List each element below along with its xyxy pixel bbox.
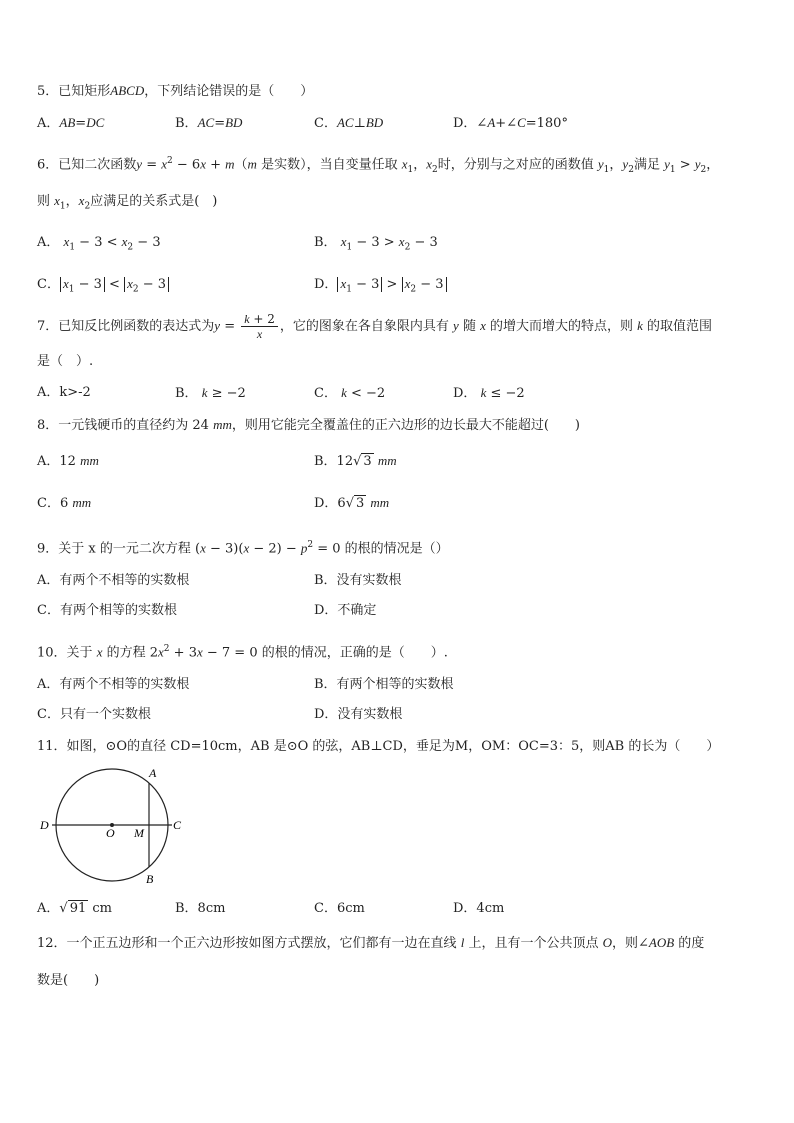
q11-stem: 11．如图，⊙O的直径 CD=10cm，AB 是⊙O 的弦，AB⊥CD，垂足为M，OM：OC=3：5，则AB 的长为（ ）: [37, 739, 720, 754]
q11-option-d: D．4cm: [453, 901, 505, 916]
q6-option-c: C． $x_1 - 3 < x_2 - 3$: [37, 275, 169, 299]
q12-stem-line2: 数是( ): [37, 973, 100, 988]
q10-option-b: B．有两个相等的实数根: [314, 677, 454, 692]
q5-option-a: A．AB=DC: [37, 115, 105, 131]
q7-stem-line1: 7．已知反比例函数的表达式为y = $\frac{k + 2}{x}$ ，它的图象在各自象限内具有 y 随 x 的增大而增大的特点，则 k 的取值范围: [37, 312, 713, 341]
q9-option-d: D．不确定: [314, 603, 377, 618]
q11-option-b: B．8cm: [175, 901, 226, 916]
label-a: A: [149, 766, 157, 780]
q12-stem-line1: 12．一个正五边形和一个正六边形按如图方式摆放，它们都有一边在直线 l 上，且有一个公共顶点 O，则∠AOB 的度: [37, 935, 705, 951]
q6-option-a: A． $x_1 - 3 < x_2 - 3$: [37, 234, 161, 253]
label-o: O: [106, 826, 115, 840]
q11-circle-figure: [36, 765, 186, 887]
q5-option-b: B．AC=BD: [175, 115, 243, 131]
label-c: C: [173, 818, 182, 832]
label-d: D: [40, 818, 49, 832]
q9-option-b: B．没有实数根: [314, 573, 402, 588]
q8-stem: 8．一元钱硬币的直径约为 24 mm，则用它能完全覆盖住的正六边形的边长最大不能超过( ): [37, 417, 581, 433]
q5-option-d: D．∠A+∠C=180°: [453, 115, 568, 131]
q7-option-c: C． k < −2: [314, 385, 386, 401]
q7-option-a: A．k>-2: [37, 385, 91, 400]
q10-stem: 10．关于 x 的方程 $2x^2 + 3x - 7 = 0$ 的根的情况，正确的是（ ）.: [37, 644, 448, 661]
q9-stem: 9．关于 x 的一元二次方程 $(x - 3)(x - 2) - p^2 = 0$ 的根的情况是（）: [37, 540, 449, 557]
q6-stem-line2: 则 $x_1$，$x_2$应满足的关系式是( ): [37, 193, 218, 212]
q8-option-c: C．6 mm: [37, 495, 92, 511]
q10-option-c: C．只有一个实数根: [37, 707, 151, 722]
q7-option-d: D． k ≤ −2: [453, 385, 525, 401]
q9-option-a: A．有两个不相等的实数根: [37, 573, 190, 588]
q7-option-b: B． k ≥ −2: [175, 385, 246, 401]
q8-option-b: B．12√ 3 mm: [314, 453, 397, 469]
q5-stem: 5．已知矩形ABCD，下列结论错误的是（ ）: [37, 83, 314, 99]
label-b: B: [146, 872, 154, 886]
q10-option-d: D．没有实数根: [314, 707, 403, 722]
label-m: M: [134, 826, 144, 840]
q11-option-c: C．6cm: [314, 901, 365, 916]
q8-option-a: A．12 mm: [37, 453, 99, 469]
q10-option-a: A．有两个不相等的实数根: [37, 677, 190, 692]
q9-option-c: C．有两个相等的实数根: [37, 603, 177, 618]
q11-option-a: A．√ 91 cm: [37, 901, 112, 916]
q5-option-c: C．AC⊥BD: [314, 115, 384, 131]
q6-option-d: D． $x_1 - 3 > x_2 - 3$: [314, 275, 447, 299]
q8-option-d: D．6√ 3 mm: [314, 495, 390, 511]
q6-option-b: B． $x_1 - 3 > x_2 - 3$: [314, 234, 438, 253]
q7-stem-line2: 是（ ）.: [37, 354, 94, 369]
q6-stem-line1: 6．已知二次函数$y = x^2 - 6x + m(m$ 是实数），当自变量任取 $x_1$，$x_2$时，分别与之对应的函数值 $y_1$，$y_2$满足 $y_1 > y_2$，: [37, 156, 720, 175]
